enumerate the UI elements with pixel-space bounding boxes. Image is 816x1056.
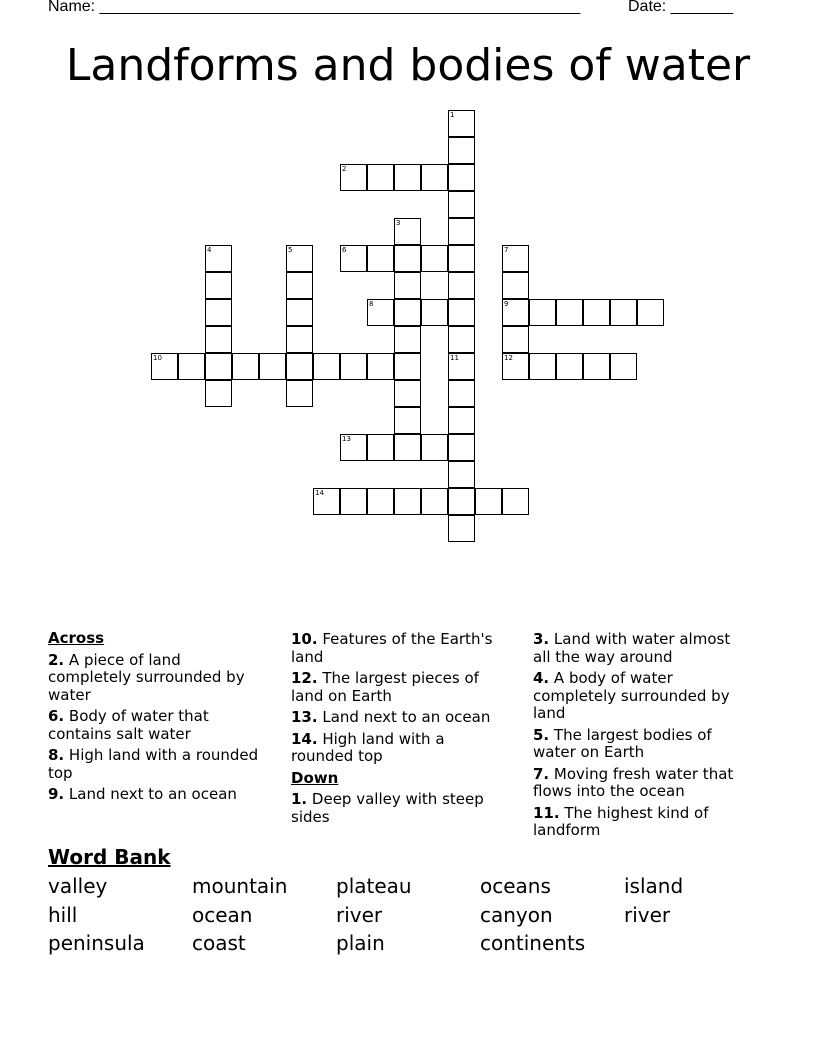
grid-cell[interactable]	[367, 434, 394, 461]
clue-text: A piece of land completely surrounded by water	[48, 650, 245, 704]
clue-number-label: 10.	[291, 630, 318, 648]
word-bank-item: mountain	[192, 874, 288, 898]
grid-cell[interactable]	[205, 353, 232, 380]
word-bank	[48, 874, 768, 960]
grid-cell[interactable]	[556, 299, 583, 326]
grid-cell[interactable]	[367, 488, 394, 515]
grid-cell[interactable]	[448, 272, 475, 299]
clue-number: 6	[342, 246, 347, 254]
grid-cell[interactable]	[205, 245, 232, 272]
grid-cell[interactable]	[421, 488, 448, 515]
grid-cell[interactable]	[448, 326, 475, 353]
clue-number-label: 13.	[291, 708, 318, 726]
grid-cell[interactable]	[502, 245, 529, 272]
word-bank-item: coast	[192, 931, 246, 955]
grid-cell[interactable]	[286, 353, 313, 380]
grid-cell[interactable]	[394, 218, 421, 245]
grid-cell[interactable]	[448, 245, 475, 272]
grid-cell[interactable]	[367, 164, 394, 191]
clue-number-label: 12.	[291, 669, 318, 687]
grid-cell[interactable]	[340, 245, 367, 272]
grid-cell[interactable]	[286, 299, 313, 326]
grid-cell[interactable]	[286, 380, 313, 407]
grid-cell[interactable]	[421, 434, 448, 461]
clue-number-label: 5.	[533, 725, 550, 744]
date-field[interactable]: Date: _______	[628, 0, 733, 15]
clue-item	[291, 709, 506, 727]
clue-text: A body of water completely surrounded by land	[533, 669, 730, 722]
word-bank-item: continents	[480, 931, 586, 955]
clue-number: 5	[288, 246, 293, 254]
grid-cell[interactable]	[232, 353, 259, 380]
grid-cell[interactable]	[448, 137, 475, 164]
grid-cell[interactable]	[502, 272, 529, 299]
clue-text: Body of water that contains salt water	[48, 707, 209, 743]
word-bank-item: plain	[336, 931, 385, 955]
grid-cell[interactable]	[502, 488, 529, 515]
grid-cell[interactable]	[448, 407, 475, 434]
clue-item	[48, 652, 263, 705]
clue-number: 3	[396, 219, 401, 227]
down-heading: Down	[291, 768, 339, 787]
clue-number: 7	[504, 246, 509, 254]
word-bank-item: hill	[48, 902, 78, 927]
clue-item	[533, 670, 748, 723]
clue-number-label: 1.	[291, 790, 308, 808]
clue-number: 4	[207, 246, 212, 254]
word-bank-heading: Word Bank	[48, 845, 171, 869]
clue-number-label: 3.	[533, 630, 550, 648]
grid-cell[interactable]	[448, 515, 475, 542]
grid-cell[interactable]	[448, 461, 475, 488]
grid-cell[interactable]	[205, 380, 232, 407]
grid-cell[interactable]	[583, 353, 610, 380]
grid-cell[interactable]	[448, 434, 475, 461]
clue-number: 2	[342, 165, 347, 173]
word-bank-item: valley	[48, 874, 108, 898]
clues-column-2	[291, 631, 506, 830]
grid-cell[interactable]	[583, 299, 610, 326]
clue-item	[533, 805, 748, 840]
grid-cell[interactable]	[556, 353, 583, 380]
clue-number-label: 2.	[48, 650, 65, 669]
clue-text: Land next to an ocean	[64, 785, 237, 803]
grid-cell[interactable]	[205, 299, 232, 326]
clue-number-label: 14.	[291, 729, 318, 748]
clue-item	[48, 747, 263, 782]
clue-text: Moving fresh water that flows into the ocean	[533, 764, 734, 800]
clue-text: Features of the Earth's land	[291, 630, 493, 666]
grid-cell[interactable]	[286, 245, 313, 272]
grid-cell[interactable]	[205, 272, 232, 299]
grid-cell[interactable]	[448, 488, 475, 515]
across-clue-list	[48, 652, 263, 804]
clue-text: Land next to an ocean	[317, 708, 491, 726]
clue-item	[291, 791, 506, 826]
grid-cell[interactable]	[448, 110, 475, 137]
clue-number-label: 9.	[48, 785, 65, 803]
grid-cell[interactable]	[448, 299, 475, 326]
clue-text: Land with water almost all the way around	[533, 630, 731, 666]
word-bank-item: island	[624, 874, 684, 898]
clue-item	[533, 766, 748, 801]
grid-cell[interactable]	[448, 191, 475, 218]
clue-number: 1	[450, 111, 455, 119]
grid-cell[interactable]	[367, 353, 394, 380]
grid-cell[interactable]	[340, 488, 367, 515]
clue-number-label: 4.	[533, 669, 550, 687]
name-field[interactable]: Name: ______________________________________________________	[48, 0, 581, 15]
grid-cell[interactable]	[610, 353, 637, 380]
clue-number: 8	[369, 300, 374, 308]
clue-text: The highest kind of landform	[533, 803, 709, 839]
page-title: Landforms and bodies of water	[65, 40, 751, 91]
grid-cell[interactable]	[421, 245, 448, 272]
grid-cell[interactable]	[394, 380, 421, 407]
grid-cell[interactable]	[394, 353, 421, 380]
clue-number: 10	[153, 354, 162, 362]
grid-cell[interactable]	[340, 164, 367, 191]
across-clue-list-continued	[291, 631, 506, 766]
grid-cell[interactable]	[529, 353, 556, 380]
clue-item	[533, 631, 748, 666]
grid-cell[interactable]	[259, 353, 286, 380]
word-bank-item: plateau	[336, 874, 412, 898]
grid-cell[interactable]	[529, 299, 556, 326]
clue-text: The largest bodies of water on Earth	[533, 725, 712, 761]
word-bank-item: river	[624, 902, 671, 927]
grid-cell[interactable]	[502, 353, 529, 380]
grid-cell[interactable]	[610, 299, 637, 326]
clue-item	[48, 786, 263, 804]
word-bank-item: ocean	[192, 902, 253, 927]
grid-cell[interactable]	[448, 218, 475, 245]
grid-cell[interactable]	[205, 326, 232, 353]
grid-cell[interactable]	[286, 272, 313, 299]
clue-number: 11	[450, 354, 459, 362]
grid-cell[interactable]	[502, 326, 529, 353]
grid-cell[interactable]	[394, 407, 421, 434]
grid-cell[interactable]	[421, 299, 448, 326]
grid-cell[interactable]	[448, 380, 475, 407]
grid-cell[interactable]	[637, 299, 664, 326]
clue-number-label: 7.	[533, 764, 550, 783]
grid-cell[interactable]	[394, 245, 421, 272]
grid-cell[interactable]	[151, 353, 178, 380]
grid-cell[interactable]	[475, 488, 502, 515]
clue-number-label: 8.	[48, 746, 65, 764]
grid-cell[interactable]	[340, 434, 367, 461]
clue-text: High land with a rounded top	[291, 729, 445, 765]
down-clue-list	[291, 791, 506, 826]
grid-cell[interactable]	[313, 353, 340, 380]
word-bank-item: oceans	[480, 874, 551, 898]
across-heading: Across	[48, 629, 105, 647]
grid-cell[interactable]	[394, 488, 421, 515]
grid-cell[interactable]	[421, 164, 448, 191]
clue-text: The largest pieces of land on Earth	[291, 669, 479, 705]
clue-item	[291, 631, 506, 666]
grid-cell[interactable]	[340, 353, 367, 380]
clue-item	[533, 727, 748, 762]
grid-cell[interactable]	[448, 353, 475, 380]
grid-cell[interactable]	[367, 299, 394, 326]
clues-column-3	[533, 631, 748, 844]
grid-cell[interactable]	[502, 299, 529, 326]
grid-cell[interactable]	[313, 488, 340, 515]
clue-number-label: 11.	[533, 803, 560, 822]
grid-cell[interactable]	[367, 245, 394, 272]
grid-cell[interactable]	[448, 164, 475, 191]
word-bank-item: peninsula	[48, 931, 145, 955]
grid-cell[interactable]	[394, 434, 421, 461]
grid-cell[interactable]	[394, 272, 421, 299]
clues-column-1	[48, 630, 263, 808]
clue-number: 12	[504, 354, 513, 362]
clue-item	[48, 708, 263, 743]
word-bank-item: canyon	[480, 902, 553, 927]
clue-item	[291, 670, 506, 705]
grid-cell[interactable]	[394, 299, 421, 326]
clue-number: 13	[342, 435, 351, 443]
grid-cell[interactable]	[394, 164, 421, 191]
clue-number: 9	[504, 300, 509, 308]
grid-cell[interactable]	[286, 326, 313, 353]
clue-item	[291, 731, 506, 766]
down-clue-list-continued	[533, 631, 748, 840]
clue-text: High land with a rounded top	[48, 746, 259, 782]
clue-number-label: 6.	[48, 707, 65, 725]
clue-text: Deep valley with steep sides	[291, 790, 484, 826]
word-bank-item: river	[336, 902, 383, 927]
grid-cell[interactable]	[394, 326, 421, 353]
grid-cell[interactable]	[178, 353, 205, 380]
clue-number: 14	[315, 489, 324, 497]
